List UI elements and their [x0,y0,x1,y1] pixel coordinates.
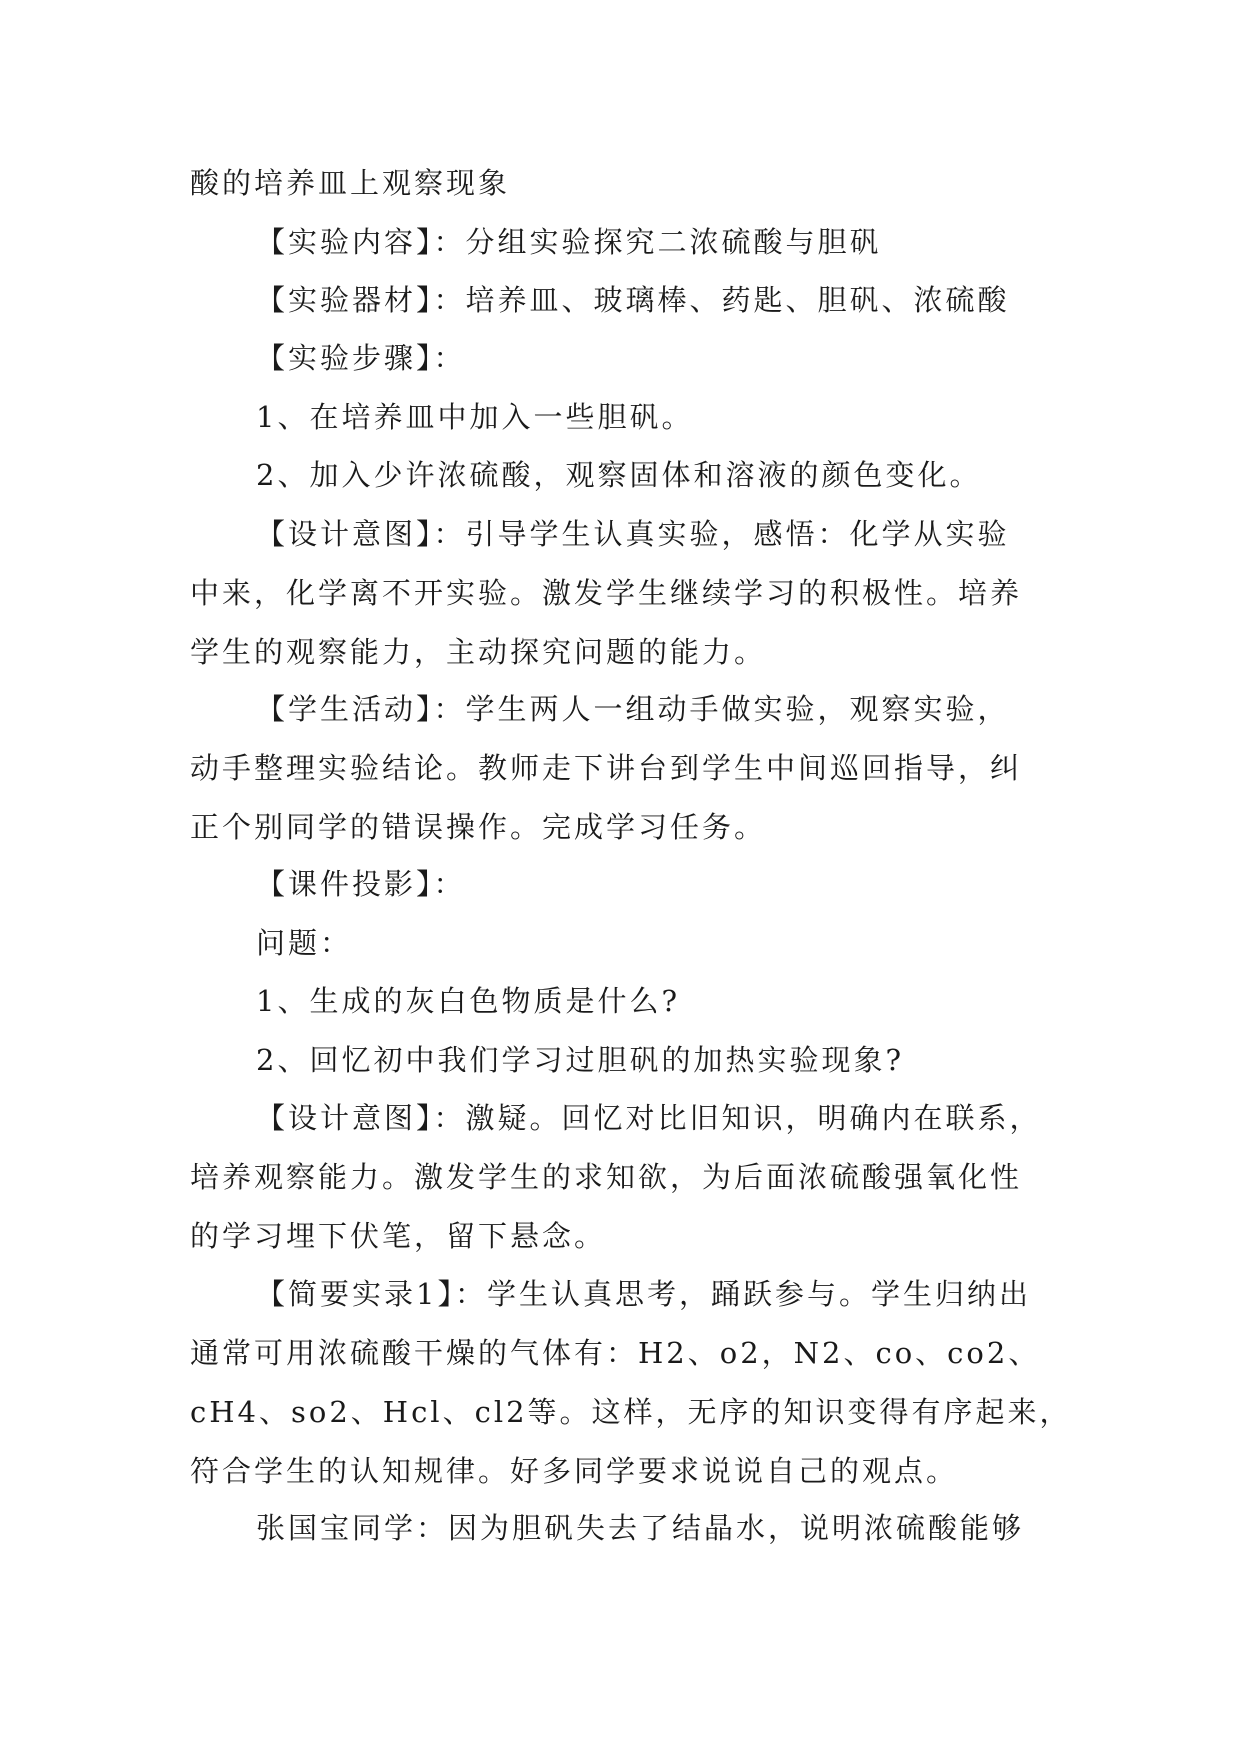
text-line: 正个别同学的错误操作。完成学习任务。 [190,810,767,844]
text-line: 【简要实录1】：学生认真思考，踊跃参与。学生归纳出 [256,1277,1031,1311]
text-line: 2、加入少许浓硫酸，观察固体和溶液的颜色变化。 [256,458,982,492]
paragraph-brief-record [190,1265,1070,1501]
text-line: 问题： [256,926,353,960]
text-line: 【实验器材】：培养皿、玻璃棒、药匙、胆矾、浓硫酸 [256,283,1010,317]
text-line: 2、回忆初中我们学习过胆矾的加热实验现象? [256,1043,904,1077]
text-line: 酸的培养皿上观察现象 [190,166,511,200]
paragraph-step-1 [190,388,1070,447]
text-line: 动手整理实验结论。教师走下讲台到学生中间巡回指导，纠 [190,751,1023,785]
paragraph-experiment-equipment [190,271,1070,330]
text-line: 培养观察能力。激发学生的求知欲，为后面浓硫酸强氧化性 [190,1160,1023,1194]
paragraph-student-statement [190,1499,1070,1558]
paragraph-step-2 [190,446,1070,505]
paragraph-question-2 [190,1031,1070,1090]
text-line: 【实验步骤】： [256,341,466,375]
text-line: 学生的观察能力，主动探究问题的能力。 [190,635,767,669]
paragraph-experiment-steps-heading [190,329,1070,388]
paragraph-design-intent-2 [190,1089,1070,1266]
paragraph-question-label [190,914,1070,973]
text-line: 中来，化学离不开实验。激发学生继续学习的积极性。培养 [190,576,1023,610]
paragraph-experiment-content [190,213,1070,272]
text-line: 【实验内容】：分组实验探究二浓硫酸与胆矾 [256,225,882,259]
text-line: 【设计意图】：激疑。回忆对比旧知识，明确内在联系， [256,1101,1042,1135]
paragraph-projection-heading [190,855,1070,914]
text-line: 【课件投影】： [256,867,466,901]
text-line: 的学习埋下伏笔，留下悬念。 [190,1219,607,1253]
paragraph-question-1 [190,972,1070,1031]
text-line: 1、生成的灰白色物质是什么? [256,984,680,1018]
text-line: 张国宝同学：因为胆矾失去了结晶水，说明浓硫酸能够 [256,1511,1025,1545]
text-line: cH4、so2、Hcl、cl2等。这样，无序的知识变得有序起来， [190,1395,1072,1429]
paragraph-design-intent-1 [190,505,1070,682]
text-line: 通常可用浓硫酸干燥的气体有：H2、o2，N2、co、co2、 [190,1336,1041,1370]
paragraph-1 [190,154,1070,213]
paragraph-student-activity [190,680,1070,857]
text-line: 符合学生的认知规律。好多同学要求说说自己的观点。 [190,1454,959,1488]
text-line: 【设计意图】：引导学生认真实验，感悟：化学从实验 [256,517,1010,551]
text-line: 【学生活动】：学生两人一组动手做实验，观察实验， [256,692,1010,726]
text-line: 1、在培养皿中加入一些胆矾。 [256,400,694,434]
